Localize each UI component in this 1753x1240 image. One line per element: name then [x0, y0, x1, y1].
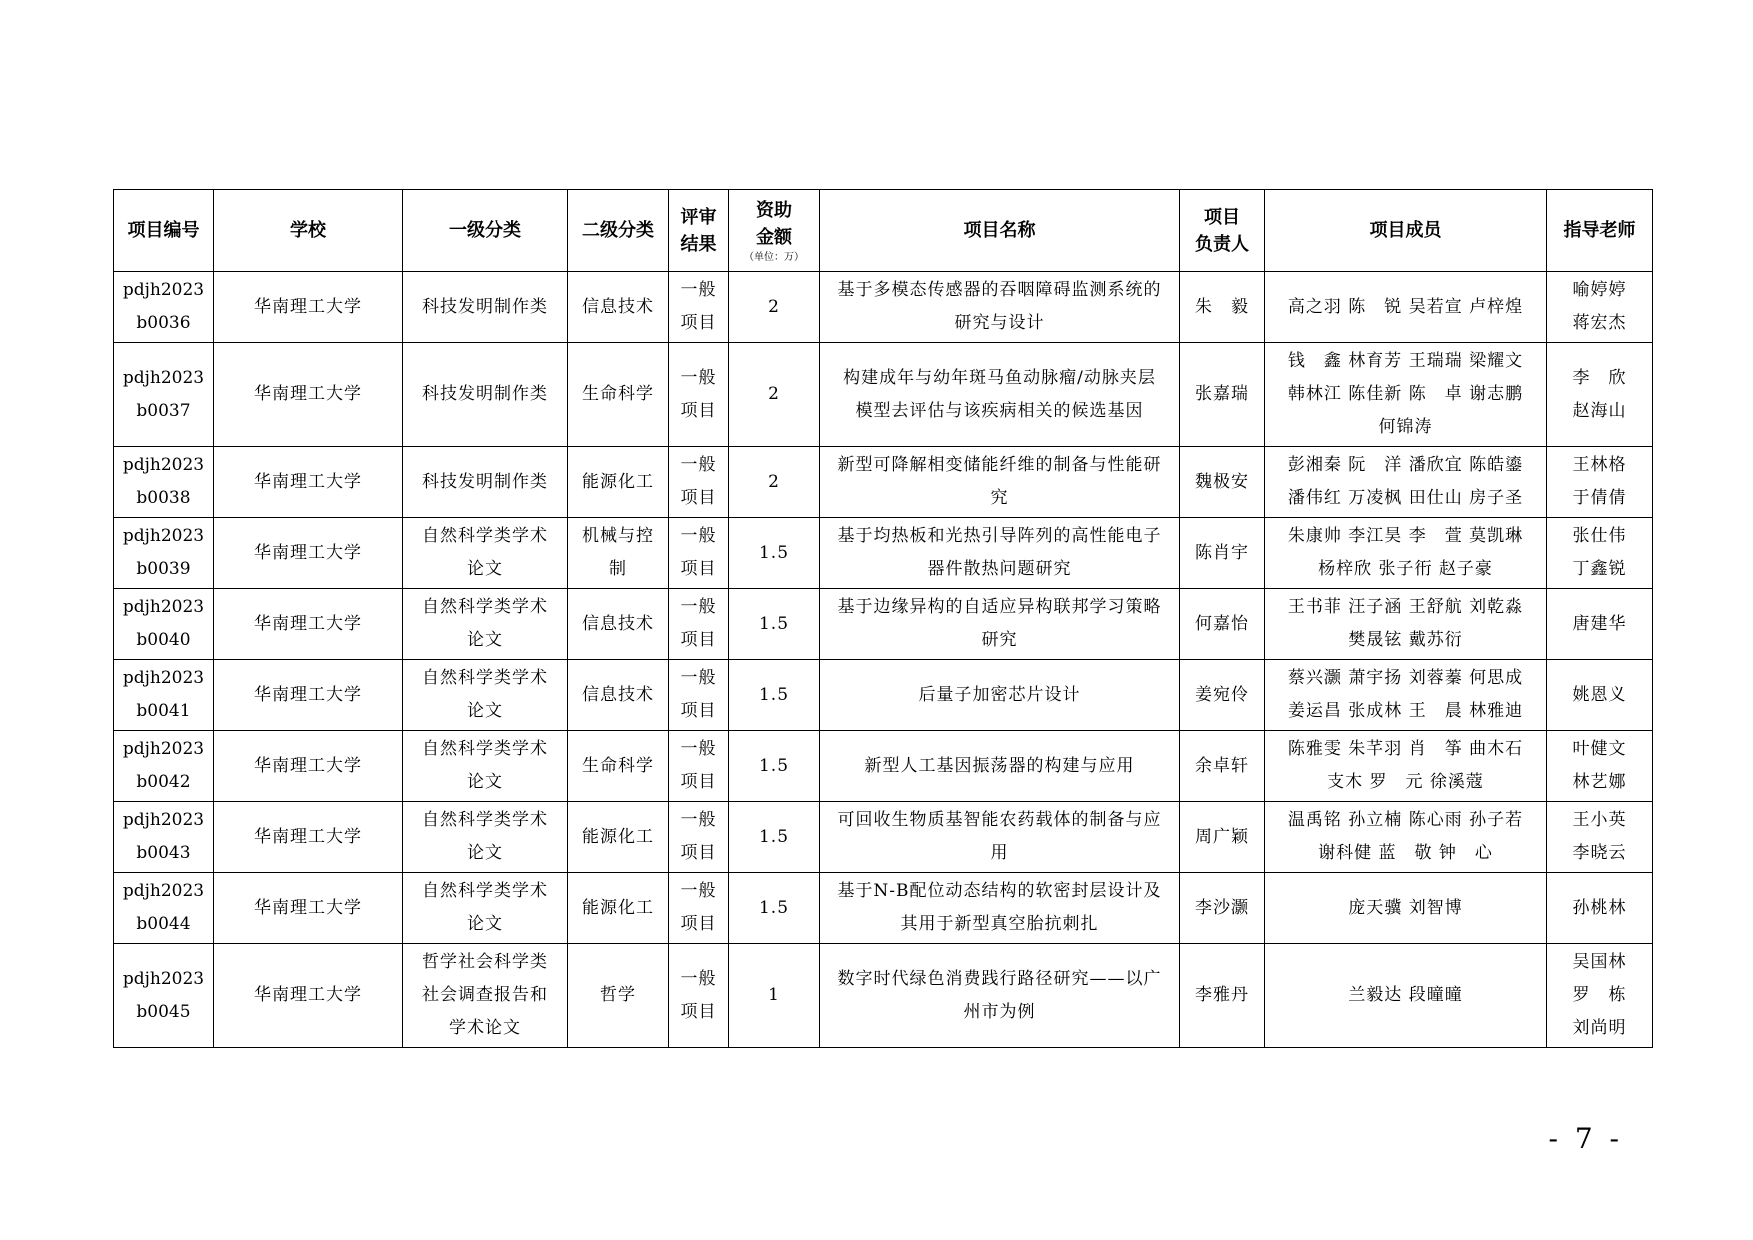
- cell-level1-line: 自然科学类学术: [422, 810, 548, 830]
- cell-project-name: [820, 731, 1180, 802]
- cell-result-line: 项目: [680, 488, 717, 508]
- cell-result-line: 一般: [680, 881, 717, 901]
- cell-code: [114, 589, 214, 660]
- cell-funding: 2: [729, 447, 820, 518]
- cell-members-line: 王书菲 汪子涵 王舒航 刘乾淼: [1287, 597, 1524, 617]
- cell-level2-line: 哲学: [600, 985, 636, 1005]
- cell-project-name-line: 基于均热板和光热引导阵列的高性能电子: [837, 526, 1162, 546]
- cell-project-name-line: 数字时代绿色消费践行路径研究——以广: [837, 968, 1162, 989]
- cell-project-name: [820, 272, 1180, 343]
- cell-code-line: b0041: [136, 701, 191, 721]
- cell-code-line: pdjh2023: [122, 280, 205, 300]
- cell-result: [669, 272, 729, 343]
- cell-project-name-line: 用: [990, 843, 1009, 863]
- cell-funding: 1.5: [729, 873, 820, 944]
- cell-project-name: [820, 343, 1180, 447]
- cell-school: 华南理工大学: [214, 272, 403, 343]
- cell-level2-line: 信息技术: [582, 613, 654, 634]
- cell-project-name-line: 其用于新型真空胎抗刺扎: [900, 914, 1099, 934]
- cell-result: [669, 660, 729, 731]
- header-result-line1: 评审: [680, 206, 717, 228]
- cell-level1-line: 自然科学类学术: [422, 597, 548, 617]
- cell-members-line: 兰毅达 段曈曈: [1348, 985, 1463, 1005]
- cell-members: [1265, 447, 1547, 518]
- header-funding: [729, 190, 820, 272]
- cell-members: [1265, 589, 1547, 660]
- cell-result: [669, 589, 729, 660]
- cell-code-line: pdjh2023: [122, 739, 205, 759]
- header-project-name: 项目名称: [820, 190, 1180, 272]
- cell-advisors-line: 张仕伟: [1572, 526, 1627, 546]
- cell-level1: [403, 343, 568, 447]
- cell-advisors: [1547, 343, 1653, 447]
- cell-advisors: [1547, 447, 1653, 518]
- cell-level2: [568, 873, 669, 944]
- cell-level1: [403, 447, 568, 518]
- cell-advisors-line: 于倩倩: [1572, 488, 1627, 508]
- cell-leader: 张嘉瑞: [1180, 343, 1265, 447]
- table-row: [114, 589, 1653, 660]
- cell-code-line: pdjh2023: [122, 968, 205, 989]
- table-row: [114, 343, 1653, 447]
- cell-level2: [568, 589, 669, 660]
- cell-members-line: 钱 鑫 林育芳 王瑞瑞 梁耀文: [1287, 351, 1524, 371]
- cell-school: 华南理工大学: [214, 944, 403, 1048]
- cell-funding: 1.5: [729, 589, 820, 660]
- cell-level1-line: 自然科学类学术: [422, 668, 548, 688]
- header-code: 项目编号: [114, 190, 214, 272]
- cell-level2-line: 制: [609, 559, 627, 579]
- cell-result-line: 一般: [680, 280, 717, 300]
- cell-members: [1265, 518, 1547, 589]
- cell-project-name-line: 州市为例: [963, 1001, 1036, 1022]
- cell-advisors-line: 王林格: [1572, 455, 1627, 475]
- cell-code: [114, 518, 214, 589]
- cell-advisors-line: 王小英: [1572, 810, 1627, 830]
- cell-project-name: [820, 447, 1180, 518]
- cell-level1-line: 学术论文: [449, 1018, 521, 1038]
- cell-project-name-line: 构建成年与幼年斑马鱼动脉瘤/动脉夹层: [843, 367, 1156, 388]
- cell-level2: [568, 343, 669, 447]
- cell-level1-line: 自然科学类学术: [422, 739, 548, 759]
- cell-project-name-line: 后量子加密芯片设计: [918, 684, 1081, 705]
- funding-results-table: [113, 189, 1653, 1048]
- header-school: 学校: [214, 190, 403, 272]
- cell-funding: 1.5: [729, 518, 820, 589]
- cell-code: [114, 272, 214, 343]
- header-level2: 二级分类: [568, 190, 669, 272]
- cell-funding: 2: [729, 343, 820, 447]
- cell-members-line: 杨梓欣 张子衎 赵子豪: [1318, 559, 1493, 579]
- cell-code-line: b0037: [136, 400, 191, 421]
- cell-level1-line: 论文: [467, 772, 503, 792]
- cell-result-line: 项目: [680, 313, 717, 333]
- cell-members-line: 姜运昌 张成林 王 晨 林雅迪: [1287, 701, 1524, 721]
- cell-school: 华南理工大学: [214, 873, 403, 944]
- cell-code-line: b0038: [136, 488, 191, 508]
- cell-result-line: 项目: [680, 701, 717, 721]
- cell-code-line: b0036: [136, 313, 191, 333]
- cell-level2: [568, 272, 669, 343]
- cell-level2: [568, 944, 669, 1048]
- cell-advisors-line: 赵海山: [1572, 400, 1627, 421]
- cell-project-name-line: 模型去评估与该疾病相关的候选基因: [855, 400, 1144, 421]
- cell-level2-line: 生命科学: [582, 384, 654, 404]
- cell-members-line: 蔡兴灏 萧宇扬 刘蓉蓁 何思成: [1287, 668, 1524, 688]
- cell-school: 华南理工大学: [214, 447, 403, 518]
- table-row: [114, 447, 1653, 518]
- header-result-line2: 结果: [680, 233, 717, 255]
- cell-level1: [403, 589, 568, 660]
- cell-level1-line: 论文: [467, 559, 503, 579]
- header-leader: [1180, 190, 1265, 272]
- cell-advisors: [1547, 272, 1653, 343]
- cell-members: [1265, 873, 1547, 944]
- cell-advisors-line: 叶健文: [1572, 739, 1627, 759]
- cell-advisors-line: 喻婷婷: [1572, 280, 1627, 300]
- cell-level2: [568, 518, 669, 589]
- cell-project-name-line: 基于多模态传感器的吞咽障碍监测系统的: [837, 280, 1162, 300]
- cell-result: [669, 802, 729, 873]
- cell-level2: [568, 802, 669, 873]
- cell-funding: 1.5: [729, 802, 820, 873]
- cell-school: 华南理工大学: [214, 518, 403, 589]
- cell-members: [1265, 944, 1547, 1048]
- cell-level1-line: 自然科学类学术: [422, 881, 548, 901]
- cell-project-name-line: 基于边缘异构的自适应异构联邦学习策略: [837, 597, 1162, 617]
- cell-level2-line: 信息技术: [582, 296, 654, 317]
- cell-advisors-line: 蒋宏杰: [1572, 313, 1627, 333]
- cell-project-name: [820, 873, 1180, 944]
- cell-advisors-line: 孙桃林: [1572, 897, 1627, 918]
- cell-members-line: 谢科健 蓝 敬 钟 心: [1318, 843, 1493, 863]
- header-funding-unit: （单位：万）: [744, 251, 804, 263]
- table-row: [114, 873, 1653, 944]
- cell-result-line: 一般: [680, 597, 717, 617]
- cell-members-line: 彭湘秦 阮 洋 潘欣宜 陈皓鎏: [1287, 455, 1524, 475]
- cell-leader: 陈肖宇: [1180, 518, 1265, 589]
- cell-result: [669, 731, 729, 802]
- cell-result-line: 项目: [680, 559, 717, 579]
- table-row: [114, 518, 1653, 589]
- cell-members-line: 支木 罗 元 徐溪蔻: [1327, 772, 1484, 792]
- cell-advisors-line: 唐建华: [1572, 613, 1627, 634]
- cell-members: [1265, 272, 1547, 343]
- cell-members-line: 韩林江 陈佳新 陈 卓 谢志鹏: [1287, 384, 1524, 404]
- cell-advisors: [1547, 802, 1653, 873]
- cell-level1: [403, 518, 568, 589]
- cell-result: [669, 873, 729, 944]
- cell-code: [114, 731, 214, 802]
- cell-level2-line: 生命科学: [582, 755, 654, 776]
- cell-school: 华南理工大学: [214, 731, 403, 802]
- cell-level1-line: 科技发明制作类: [422, 296, 548, 317]
- cell-level2-line: 能源化工: [582, 471, 654, 492]
- cell-level1-line: 论文: [467, 914, 503, 934]
- cell-code-line: b0044: [136, 914, 191, 934]
- cell-level2-line: 能源化工: [582, 826, 654, 847]
- cell-project-name: [820, 518, 1180, 589]
- cell-school: 华南理工大学: [214, 660, 403, 731]
- cell-advisors-line: 姚恩义: [1572, 684, 1627, 705]
- cell-project-name: [820, 589, 1180, 660]
- cell-project-name-line: 器件散热问题研究: [927, 559, 1072, 579]
- cell-level1-line: 科技发明制作类: [422, 471, 548, 492]
- cell-funding: 2: [729, 272, 820, 343]
- cell-code: [114, 944, 214, 1048]
- cell-project-name-line: 研究: [981, 630, 1018, 650]
- cell-code-line: b0042: [136, 772, 191, 792]
- cell-level2: [568, 731, 669, 802]
- cell-level1-line: 社会调查报告和: [422, 985, 548, 1005]
- cell-advisors: [1547, 944, 1653, 1048]
- cell-leader: 朱 毅: [1180, 272, 1265, 343]
- cell-code-line: pdjh2023: [122, 881, 205, 901]
- cell-result-line: 项目: [680, 772, 717, 792]
- cell-leader: 李沙灏: [1180, 873, 1265, 944]
- cell-level1-line: 论文: [467, 630, 503, 650]
- cell-members-line: 樊晟铉 戴苏衍: [1348, 630, 1463, 650]
- cell-level1-line: 论文: [467, 843, 503, 863]
- cell-school: 华南理工大学: [214, 589, 403, 660]
- cell-members-line: 高之羽 陈 锐 吴若宣 卢梓煌: [1287, 296, 1524, 317]
- cell-advisors-line: 吴国林: [1572, 952, 1627, 972]
- table-body: [114, 272, 1653, 1048]
- page-number: - 7 -: [1548, 1122, 1623, 1155]
- table-row: [114, 272, 1653, 343]
- cell-code: [114, 802, 214, 873]
- cell-project-name-line: 基于N-B配位动态结构的软密封层设计及: [837, 881, 1162, 901]
- cell-advisors-line: 李 欣: [1572, 367, 1627, 388]
- cell-level1: [403, 731, 568, 802]
- cell-level1: [403, 272, 568, 343]
- header-result: [669, 190, 729, 272]
- cell-funding: 1.5: [729, 731, 820, 802]
- cell-project-name-line: 可回收生物质基智能农药载体的制备与应: [837, 810, 1162, 830]
- cell-result-line: 项目: [680, 1001, 717, 1022]
- cell-level1-line: 论文: [467, 701, 503, 721]
- cell-code-line: pdjh2023: [122, 367, 205, 388]
- cell-level1: [403, 802, 568, 873]
- cell-result-line: 一般: [680, 668, 717, 688]
- cell-leader: 李雅丹: [1180, 944, 1265, 1048]
- cell-level1-line: 哲学社会科学类: [422, 952, 548, 972]
- cell-result-line: 一般: [680, 367, 717, 388]
- cell-project-name-line: 研究与设计: [954, 313, 1045, 333]
- cell-leader: 周广颖: [1180, 802, 1265, 873]
- cell-code-line: pdjh2023: [122, 597, 205, 617]
- cell-members: [1265, 802, 1547, 873]
- cell-result-line: 一般: [680, 526, 717, 546]
- header-level1: 一级分类: [403, 190, 568, 272]
- cell-project-name: [820, 660, 1180, 731]
- cell-advisors: [1547, 518, 1653, 589]
- cell-funding: 1: [729, 944, 820, 1048]
- cell-advisors: [1547, 660, 1653, 731]
- cell-advisors-line: 李晓云: [1572, 843, 1627, 863]
- table-row: [114, 731, 1653, 802]
- cell-leader: 魏极安: [1180, 447, 1265, 518]
- cell-code-line: b0040: [136, 630, 191, 650]
- cell-result-line: 项目: [680, 400, 717, 421]
- header-leader-line2: 负责人: [1195, 233, 1249, 255]
- table-row: [114, 802, 1653, 873]
- cell-code-line: pdjh2023: [122, 668, 205, 688]
- cell-members-line: 陈雅雯 朱芊羽 肖 筝 曲木石: [1287, 739, 1524, 759]
- cell-level2: [568, 447, 669, 518]
- cell-code-line: pdjh2023: [122, 455, 205, 475]
- cell-level1-line: 科技发明制作类: [422, 384, 548, 404]
- cell-code-line: b0045: [136, 1001, 191, 1022]
- cell-code-line: b0039: [136, 559, 191, 579]
- table-row: [114, 660, 1653, 731]
- cell-project-name-line: 新型人工基因振荡器的构建与应用: [864, 755, 1135, 776]
- table-header-row: [114, 190, 1653, 272]
- cell-advisors: [1547, 589, 1653, 660]
- cell-project-name: [820, 802, 1180, 873]
- cell-members: [1265, 660, 1547, 731]
- cell-advisors: [1547, 873, 1653, 944]
- cell-result: [669, 944, 729, 1048]
- cell-level1-line: 自然科学类学术: [422, 526, 548, 546]
- cell-result: [669, 343, 729, 447]
- cell-level2-line: 信息技术: [582, 684, 654, 705]
- cell-project-name: [820, 944, 1180, 1048]
- cell-members: [1265, 731, 1547, 802]
- cell-result-line: 项目: [680, 630, 717, 650]
- cell-result-line: 一般: [680, 739, 717, 759]
- cell-members: [1265, 343, 1547, 447]
- cell-advisors: [1547, 731, 1653, 802]
- cell-advisors-line: 丁鑫锐: [1572, 559, 1627, 579]
- cell-members-line: 何锦涛: [1378, 417, 1433, 437]
- cell-members-line: 朱康帅 李江昊 李 萱 莫凯琳: [1287, 526, 1524, 546]
- cell-level1: [403, 944, 568, 1048]
- cell-level1: [403, 660, 568, 731]
- header-funding-line1: 资助: [756, 199, 792, 221]
- cell-code: [114, 343, 214, 447]
- cell-code-line: b0043: [136, 843, 191, 863]
- cell-leader: 余卓轩: [1180, 731, 1265, 802]
- cell-level2: [568, 660, 669, 731]
- cell-code: [114, 660, 214, 731]
- cell-members-line: 温禹铭 孙立楠 陈心雨 孙子若: [1287, 810, 1524, 830]
- header-members: 项目成员: [1265, 190, 1547, 272]
- cell-advisors-line: 刘尚明: [1572, 1018, 1627, 1038]
- cell-result-line: 一般: [680, 968, 717, 989]
- cell-code-line: pdjh2023: [122, 526, 205, 546]
- cell-result-line: 项目: [680, 843, 717, 863]
- cell-project-name-line: 新型可降解相变储能纤维的制备与性能研: [837, 455, 1162, 475]
- cell-level2-line: 能源化工: [582, 897, 654, 918]
- cell-level1: [403, 873, 568, 944]
- cell-leader: 姜宛伶: [1180, 660, 1265, 731]
- cell-advisors-line: 罗 栋: [1572, 985, 1627, 1005]
- cell-leader: 何嘉怡: [1180, 589, 1265, 660]
- cell-code: [114, 447, 214, 518]
- cell-funding: 1.5: [729, 660, 820, 731]
- header-leader-line1: 项目: [1204, 206, 1240, 228]
- cell-level2-line: 机械与控: [582, 526, 654, 546]
- cell-result-line: 项目: [680, 914, 717, 934]
- cell-code-line: pdjh2023: [122, 810, 205, 830]
- cell-result: [669, 518, 729, 589]
- table-row: [114, 944, 1653, 1048]
- cell-members-line: 潘伟红 万凌枫 田仕山 房子圣: [1287, 488, 1524, 508]
- cell-members-line: 庞天骥 刘智博: [1348, 897, 1463, 918]
- cell-result-line: 一般: [680, 455, 717, 475]
- cell-advisors-line: 林艺娜: [1572, 772, 1627, 792]
- cell-project-name-line: 究: [990, 488, 1009, 508]
- cell-school: 华南理工大学: [214, 343, 403, 447]
- header-funding-line2: 金额: [756, 226, 792, 248]
- cell-code: [114, 873, 214, 944]
- cell-result: [669, 447, 729, 518]
- cell-result-line: 一般: [680, 810, 717, 830]
- header-advisor: 指导老师: [1547, 190, 1653, 272]
- cell-school: 华南理工大学: [214, 802, 403, 873]
